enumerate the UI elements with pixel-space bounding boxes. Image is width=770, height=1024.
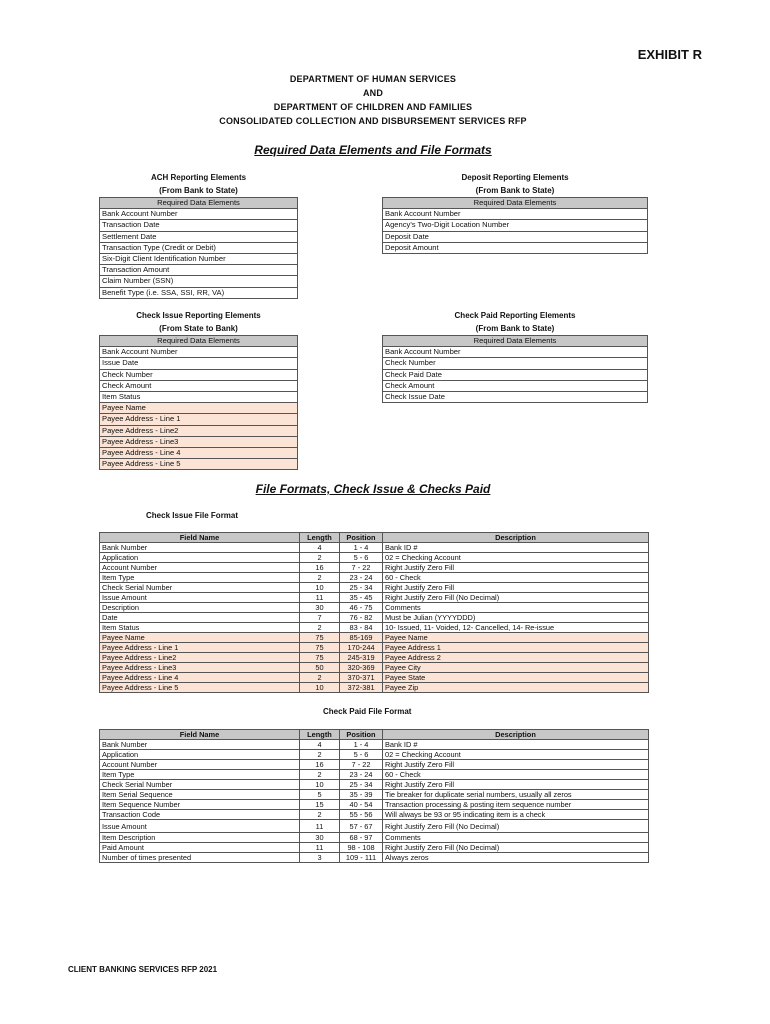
table-header-row [383,198,648,209]
header-line-4: CONSOLIDATED COLLECTION AND DISBURSEMENT SERVICES RFP [219,116,527,126]
position-cell: 170-244 [340,643,383,653]
field-name-cell: Account Number [100,563,300,573]
table-row [100,593,649,603]
table-header-row [100,730,649,740]
table-cell: Payee Address - Line3 [100,436,298,447]
table-row [100,265,298,276]
table-header-cell: Required Data Elements [100,336,298,347]
table-cell: Transaction Amount [100,265,298,276]
description-cell: Payee State [383,673,649,683]
main-title: Required Data Elements and File Formats [254,143,492,157]
field-name-cell: Item Description [100,833,300,843]
check-paid-table-body [383,336,648,403]
length-cell: 2 [300,673,340,683]
table-cell: Bank Account Number [383,347,648,358]
table-cell: Settlement Date [100,231,298,242]
table-row [100,633,649,643]
description-cell: Payee Address 2 [383,653,649,663]
table-row [100,843,649,853]
position-cell: 23 - 24 [340,770,383,780]
header-line-3: DEPARTMENT OF CHILDREN AND FAMILIES [273,102,473,112]
table-row [100,403,298,414]
table-row [383,231,648,242]
description-cell: 02 = Checking Account [383,553,649,563]
table-row [383,380,648,391]
table-cell: Benefit Type (i.e. SSA, SSI, RR, VA) [100,287,298,298]
table-cell: Transaction Type (Credit or Debit) [100,242,298,253]
table-row [100,391,298,402]
description-cell: Must be Julian (YYYYDDD) [383,613,649,623]
table-row [100,623,649,633]
ach-section [99,171,298,299]
length-cell: 2 [300,623,340,633]
table-cell: Item Status [100,391,298,402]
position-cell: 55 - 56 [340,810,383,820]
table-cell: Payee Address - Line 5 [100,459,298,470]
check-paid-subtitle: (From Bank to State) [475,324,555,333]
table-row [383,369,648,380]
table-row [100,683,649,693]
position-cell: 68 - 97 [340,833,383,843]
length-cell: 5 [300,790,340,800]
length-cell: 75 [300,633,340,643]
table-row [100,833,649,843]
table-row [100,369,298,380]
length-cell: 75 [300,643,340,653]
description-cell: Bank ID # [383,543,649,553]
check-paid-table [382,335,648,403]
table-cell: Payee Address - Line 1 [100,414,298,425]
column-header: Description [383,730,649,740]
description-cell: Right Justify Zero Fill (No Decimal) [383,820,649,833]
table-row [383,242,648,253]
footer: CLIENT BANKING SERVICES RFP 2021 [68,965,218,974]
position-cell: 109 - 111 [340,853,383,863]
table-row [100,220,298,231]
position-cell: 1 - 4 [340,740,383,750]
length-cell: 15 [300,800,340,810]
table-row [100,573,649,583]
table-row [100,790,649,800]
position-cell: 76 - 82 [340,613,383,623]
check-issue-table [99,335,298,470]
deposit-table-body [383,198,648,254]
length-cell: 16 [300,760,340,770]
table-row [100,436,298,447]
table-row [100,613,649,623]
field-name-cell: Payee Name [100,633,300,643]
table-row [100,553,649,563]
check-issue-section [99,309,298,470]
position-cell: 7 - 22 [340,760,383,770]
field-name-cell: Payee Address - Line2 [100,653,300,663]
position-cell: 46 - 75 [340,603,383,613]
field-name-cell: Item Sequence Number [100,800,300,810]
table-header-row [100,533,649,543]
table-row [100,287,298,298]
table-cell: Agency's Two-Digit Location Number [383,220,648,231]
table-row [100,770,649,780]
position-cell: 40 - 54 [340,800,383,810]
field-name-cell: Payee Address - Line3 [100,663,300,673]
table-cell: Payee Address - Line 4 [100,447,298,458]
field-name-cell: Check Serial Number [100,583,300,593]
table-cell: Check Number [100,369,298,380]
table-row [100,810,649,820]
table-header-cell: Required Data Elements [383,198,648,209]
length-cell: 10 [300,683,340,693]
table-cell: Check Number [383,358,648,369]
column-header: Length [300,533,340,543]
description-cell: Right Justify Zero Fill [383,583,649,593]
table-cell: Check Paid Date [383,369,648,380]
description-cell: 60 - Check [383,573,649,583]
description-cell: Right Justify Zero Fill [383,760,649,770]
column-header: Description [383,533,649,543]
column-header: Position [340,533,383,543]
length-cell: 30 [300,603,340,613]
table-cell: Six-Digit Client Identification Number [100,253,298,264]
position-cell: 25 - 34 [340,780,383,790]
description-cell: 10- Issued, 11- Voided, 12- Cancelled, 14- Re-issue [383,623,649,633]
length-cell: 2 [300,750,340,760]
length-cell: 10 [300,583,340,593]
table-cell: Bank Account Number [383,209,648,220]
length-cell: 10 [300,780,340,790]
issue-format-body [100,533,649,693]
ach-subtitle: (From Bank to State) [159,186,238,195]
table-cell: Check Amount [383,380,648,391]
table-row [100,760,649,770]
position-cell: 5 - 6 [340,750,383,760]
field-name-cell: Description [100,603,300,613]
description-cell: Always zeros [383,853,649,863]
table-row [100,358,298,369]
description-cell: Payee City [383,663,649,673]
length-cell: 16 [300,563,340,573]
description-cell: Tie breaker for duplicate serial numbers, usually all zeros [383,790,649,800]
field-name-cell: Application [100,750,300,760]
length-cell: 3 [300,853,340,863]
issue-format-title: Check Issue File Format [146,511,239,520]
table-row [100,583,649,593]
position-cell: 83 - 84 [340,623,383,633]
field-name-cell: Issue Amount [100,593,300,603]
field-name-cell: Item Type [100,770,300,780]
paid-format-body [100,730,649,863]
description-cell: Will always be 93 or 95 indicating item is a check [383,810,649,820]
description-cell: Bank ID # [383,740,649,750]
table-cell: Bank Account Number [100,347,298,358]
length-cell: 11 [300,820,340,833]
field-name-cell: Number of times presented [100,853,300,863]
length-cell: 4 [300,543,340,553]
table-row [100,253,298,264]
position-cell: 25 - 34 [340,583,383,593]
exhibit-label: EXHIBIT R [637,47,702,62]
field-name-cell: Account Number [100,760,300,770]
length-cell: 75 [300,653,340,663]
field-name-cell: Payee Address - Line 5 [100,683,300,693]
table-cell: Claim Number (SSN) [100,276,298,287]
description-cell: Transaction processing & posting item sequence number [383,800,649,810]
table-row [100,231,298,242]
table-header-cell: Required Data Elements [383,336,648,347]
position-cell: 98 - 108 [340,843,383,853]
position-cell: 85-169 [340,633,383,643]
paid-format-table [99,729,649,863]
description-cell: 60 - Check [383,770,649,780]
table-header-row [100,198,298,209]
field-name-cell: Item Type [100,573,300,583]
position-cell: 35 - 39 [340,790,383,800]
table-row [100,663,649,673]
field-name-cell: Date [100,613,300,623]
paid-format-title: Check Paid File Format [323,707,412,716]
description-cell: Payee Address 1 [383,643,649,653]
table-row [100,853,649,863]
position-cell: 35 - 45 [340,593,383,603]
field-name-cell: Application [100,553,300,563]
field-name-cell: Bank Number [100,740,300,750]
table-cell: Transaction Date [100,220,298,231]
column-header: Position [340,730,383,740]
table-cell: Bank Account Number [100,209,298,220]
position-cell: 372-381 [340,683,383,693]
description-cell: Payee Zip [383,683,649,693]
description-cell: Right Justify Zero Fill (No Decimal) [383,843,649,853]
position-cell: 370-371 [340,673,383,683]
length-cell: 2 [300,810,340,820]
deposit-table [382,197,648,254]
deposit-section [382,171,648,254]
header-line-1: DEPARTMENT OF HUMAN SERVICES [289,74,457,84]
field-name-cell: Payee Address - Line 4 [100,673,300,683]
table-row [100,543,649,553]
table-row [100,447,298,458]
check-paid-section [382,309,648,403]
field-name-cell: Bank Number [100,543,300,553]
table-row [383,358,648,369]
position-cell: 1 - 4 [340,543,383,553]
table-row [100,820,649,833]
table-row [100,603,649,613]
table-row [100,242,298,253]
table-header-row [100,336,298,347]
position-cell: 57 - 67 [340,820,383,833]
field-name-cell: Check Serial Number [100,780,300,790]
column-header: Length [300,730,340,740]
table-row [100,459,298,470]
table-cell: Deposit Date [383,231,648,242]
table-row [100,653,649,663]
document-header [0,72,746,128]
table-row [100,425,298,436]
description-cell: Comments [383,603,649,613]
description-cell: Payee Name [383,633,649,643]
table-cell: Issue Date [100,358,298,369]
table-row [100,347,298,358]
description-cell: Right Justify Zero Fill [383,563,649,573]
description-cell: Comments [383,833,649,843]
table-row [100,643,649,653]
column-header: Field Name [100,533,300,543]
position-cell: 23 - 24 [340,573,383,583]
ach-title: ACH Reporting Elements [150,173,247,182]
check-issue-title: Check Issue Reporting Elements [136,311,261,320]
position-cell: 5 - 6 [340,553,383,563]
ach-table [99,197,298,299]
deposit-subtitle: (From Bank to State) [475,186,555,195]
length-cell: 11 [300,593,340,603]
description-cell: Right Justify Zero Fill [383,780,649,790]
table-cell: Payee Address - Line2 [100,425,298,436]
issue-format-table [99,532,649,693]
table-cell: Check Issue Date [383,391,648,402]
column-header: Field Name [100,730,300,740]
table-row [100,414,298,425]
table-row [100,209,298,220]
length-cell: 30 [300,833,340,843]
table-row [100,380,298,391]
table-cell: Deposit Amount [383,242,648,253]
position-cell: 320-369 [340,663,383,673]
length-cell: 7 [300,613,340,623]
table-row [100,780,649,790]
description-cell: Right Justify Zero Fill (No Decimal) [383,593,649,603]
table-header-row [383,336,648,347]
field-name-cell: Paid Amount [100,843,300,853]
field-name-cell: Payee Address - Line 1 [100,643,300,653]
deposit-title: Deposit Reporting Elements [461,173,569,182]
field-name-cell: Item Serial Sequence [100,790,300,800]
header-line-2: AND [362,88,384,98]
check-issue-table-body [100,336,298,470]
length-cell: 11 [300,843,340,853]
position-cell: 245-319 [340,653,383,663]
length-cell: 2 [300,553,340,563]
table-row [383,347,648,358]
length-cell: 2 [300,770,340,780]
field-name-cell: Item Status [100,623,300,633]
table-row [100,750,649,760]
table-row [100,276,298,287]
description-cell: 02 = Checking Account [383,750,649,760]
ach-table-body [100,198,298,299]
field-name-cell: Issue Amount [100,820,300,833]
field-name-cell: Transaction Code [100,810,300,820]
table-cell: Payee Name [100,403,298,414]
table-row [100,563,649,573]
table-header-cell: Required Data Elements [100,198,298,209]
table-row [100,800,649,810]
table-row [100,740,649,750]
check-issue-subtitle: (From State to Bank) [159,324,238,333]
length-cell: 2 [300,573,340,583]
check-paid-title: Check Paid Reporting Elements [454,311,576,320]
table-row [383,209,648,220]
length-cell: 50 [300,663,340,673]
table-row [383,391,648,402]
table-row [100,673,649,683]
table-cell: Check Amount [100,380,298,391]
length-cell: 4 [300,740,340,750]
table-row [383,220,648,231]
position-cell: 7 - 22 [340,563,383,573]
formats-title: File Formats, Check Issue & Checks Paid [255,482,491,496]
